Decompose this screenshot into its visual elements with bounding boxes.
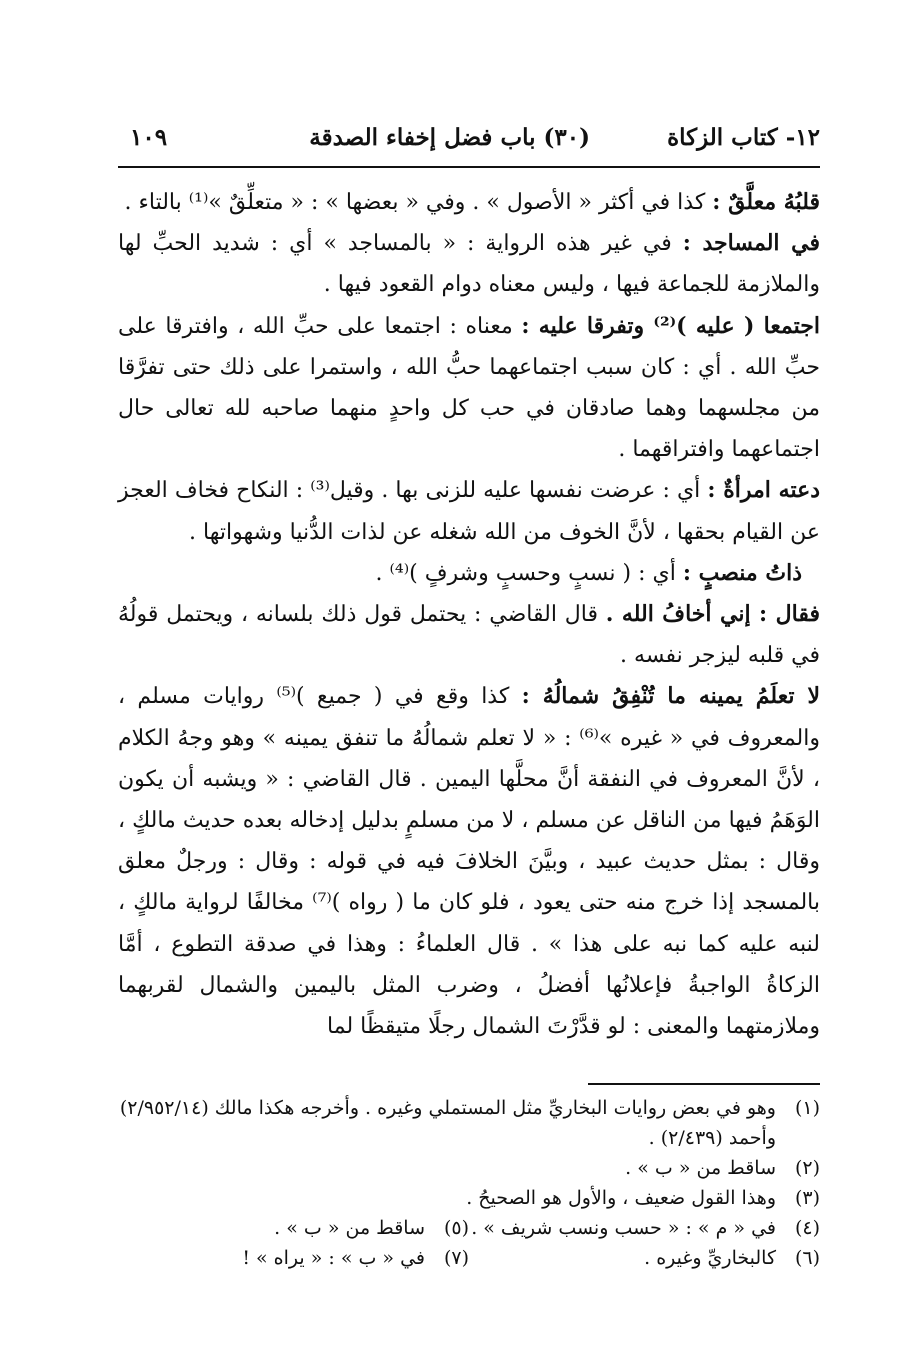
paragraph-text: معناه : اجتمعا على حبِّ الله ، وافترقا على حبِّ الله . أي : كان سبب اجتماعهما حبُّ الله ، واستمرا على ذلك حتى تفرَّقا من مجلسهما وهما صادقان في حب كل واحدٍ منهما صاحبه لله تعالى حال اجتماعهما وافتراقهما . [118,313,820,463]
paragraph [118,223,820,305]
paragraph [118,594,820,676]
footnote-text: كالبخاريِّ وغيره . [644,1247,776,1270]
paragraph [118,676,820,1047]
paragraph [118,306,820,471]
paragraph-lead: اجتمعا ( عليه )⁽²⁾ وتفرقا عليه : [521,312,821,339]
paragraph [118,182,820,223]
footnote-number: (٥) [443,1217,469,1240]
footnote [118,1183,820,1213]
section-title: (٣٠) باب فضل إخفاء الصدقة [309,124,590,151]
paragraph [118,553,820,594]
footnote-row [118,1213,820,1243]
paragraph-lead: لا تعلَمُ يمينه ما تُنْفِقُ شمالُهُ : [521,683,821,710]
paragraph-text: أي : عرضت نفسها عليه للزنى بها . وقيل⁽³⁾ : النكاح فخاف العجز عن القيام بحقها ، لأنَّ الخوف من الله شغله عن لذات الدُّنيا وشهواتها . [118,478,820,545]
page-number: ١٠٩ [130,124,168,151]
paragraph-lead: فقال : إني أخافُ الله . [605,601,820,628]
footnote-separator [588,1083,820,1085]
footnote [118,1213,469,1243]
footnote [118,1093,820,1153]
footnote-number: (٧) [443,1247,469,1270]
footnote-number: (١) [794,1097,820,1120]
book-page [118,118,820,1273]
paragraph-lead: دعته امرأةٌ : [707,477,821,504]
footnote-number: (٤) [794,1217,820,1240]
footnote [469,1213,820,1243]
chapter-title: ١٢- كتاب الزكاة [667,124,820,151]
paragraph-lead: في المساجد : [682,230,821,257]
footnote [469,1243,820,1273]
footnote-text: وهذا القول ضعيف ، والأول هو الصحيحُ . [466,1187,776,1210]
paragraph-lead: ذاتُ منصبٍ : [682,559,802,586]
paragraph-text: كذا وقع في ( جميع )⁽⁵⁾ روايات مسلم ، والمعروف في « غيره »⁽⁶⁾ : « لا تعلم شمالُهُ ما تنفق يمينه » وهو وجهُ الكلام ، لأنَّ المعروف في النفقة أنَّ محلَّها اليمين . قال القاضي : « ويشبه أن يكون الوَهَمُ فيها من الناقل عن مسلم ، لا من مسلمٍ بدليل إدخاله بعده حديث مالكٍ ، وقال : بمثل حديث عبيد ، وبيَّنَ الخلافَ فيه في قوله : وقال : ورجلٌ معلق بالمسجد إذا خرج منه حتى يعود ، فلو كان ما ( رواه )⁽⁷⁾ مخالفًا لرواية مالكٍ ، لنبه عليه كما نبه على هذا » . قال العلماءُ : وهذا في صدقة التطوع ، أمَّا الزكاةُ الواجبةُ فإعلانُها أفضلُ ، وضرب المثل باليمين والشمال لقربهما وملازمتهما والمعنى : لو قدَّرْتَ الشمال رجلًا متيقظًا لما [118,684,820,1040]
footnote-number: (٣) [794,1187,820,1210]
paragraph-text: قال القاضي : يحتمل قول ذلك بلسانه ، ويحتمل قولُهُ في قلبه ليزجر نفسه . [118,602,820,669]
footnote-number: (٦) [794,1247,820,1270]
main-text [118,182,820,1047]
running-header [118,118,820,168]
footnote-number: (٢) [794,1157,820,1180]
footnote-row [118,1243,820,1273]
footnote-text: في « م » : « حسب ونسب شريف » . [471,1217,776,1240]
paragraph [118,470,820,552]
paragraph-lead: قلبُهُ معلَّقٌ : [712,189,820,215]
footnote [118,1243,469,1273]
paragraph-text: في غير هذه الرواية : « بالمساجد » أي : شديد الحبِّ لها والملازمة للجماعة فيها ، وليس معناه دوام القعود فيها . [118,231,820,298]
footnote-text: ساقط من « ب » . [274,1217,425,1240]
footnote [118,1153,820,1183]
footnote-text: ساقط من « ب » . [625,1157,776,1180]
paragraph-text: أي : ( نسبٍ وحسبٍ وشرفٍ )⁽⁴⁾ . [375,560,683,586]
footnote-text: وهو في بعض روايات البخاريِّ مثل المستملي وغيره . وأخرجه هكذا مالك (٢/٩٥٢/١٤) وأحمد (٢/٤٣٩) . [119,1097,776,1150]
footnotes [118,1093,820,1273]
footnote-text: في « ب » : « يراه » ! [242,1247,425,1270]
paragraph-text: كذا في أكثر « الأصول » . وفي « بعضها » : « متعلِّقٌ »⁽¹⁾ بالتاء . [124,190,713,215]
